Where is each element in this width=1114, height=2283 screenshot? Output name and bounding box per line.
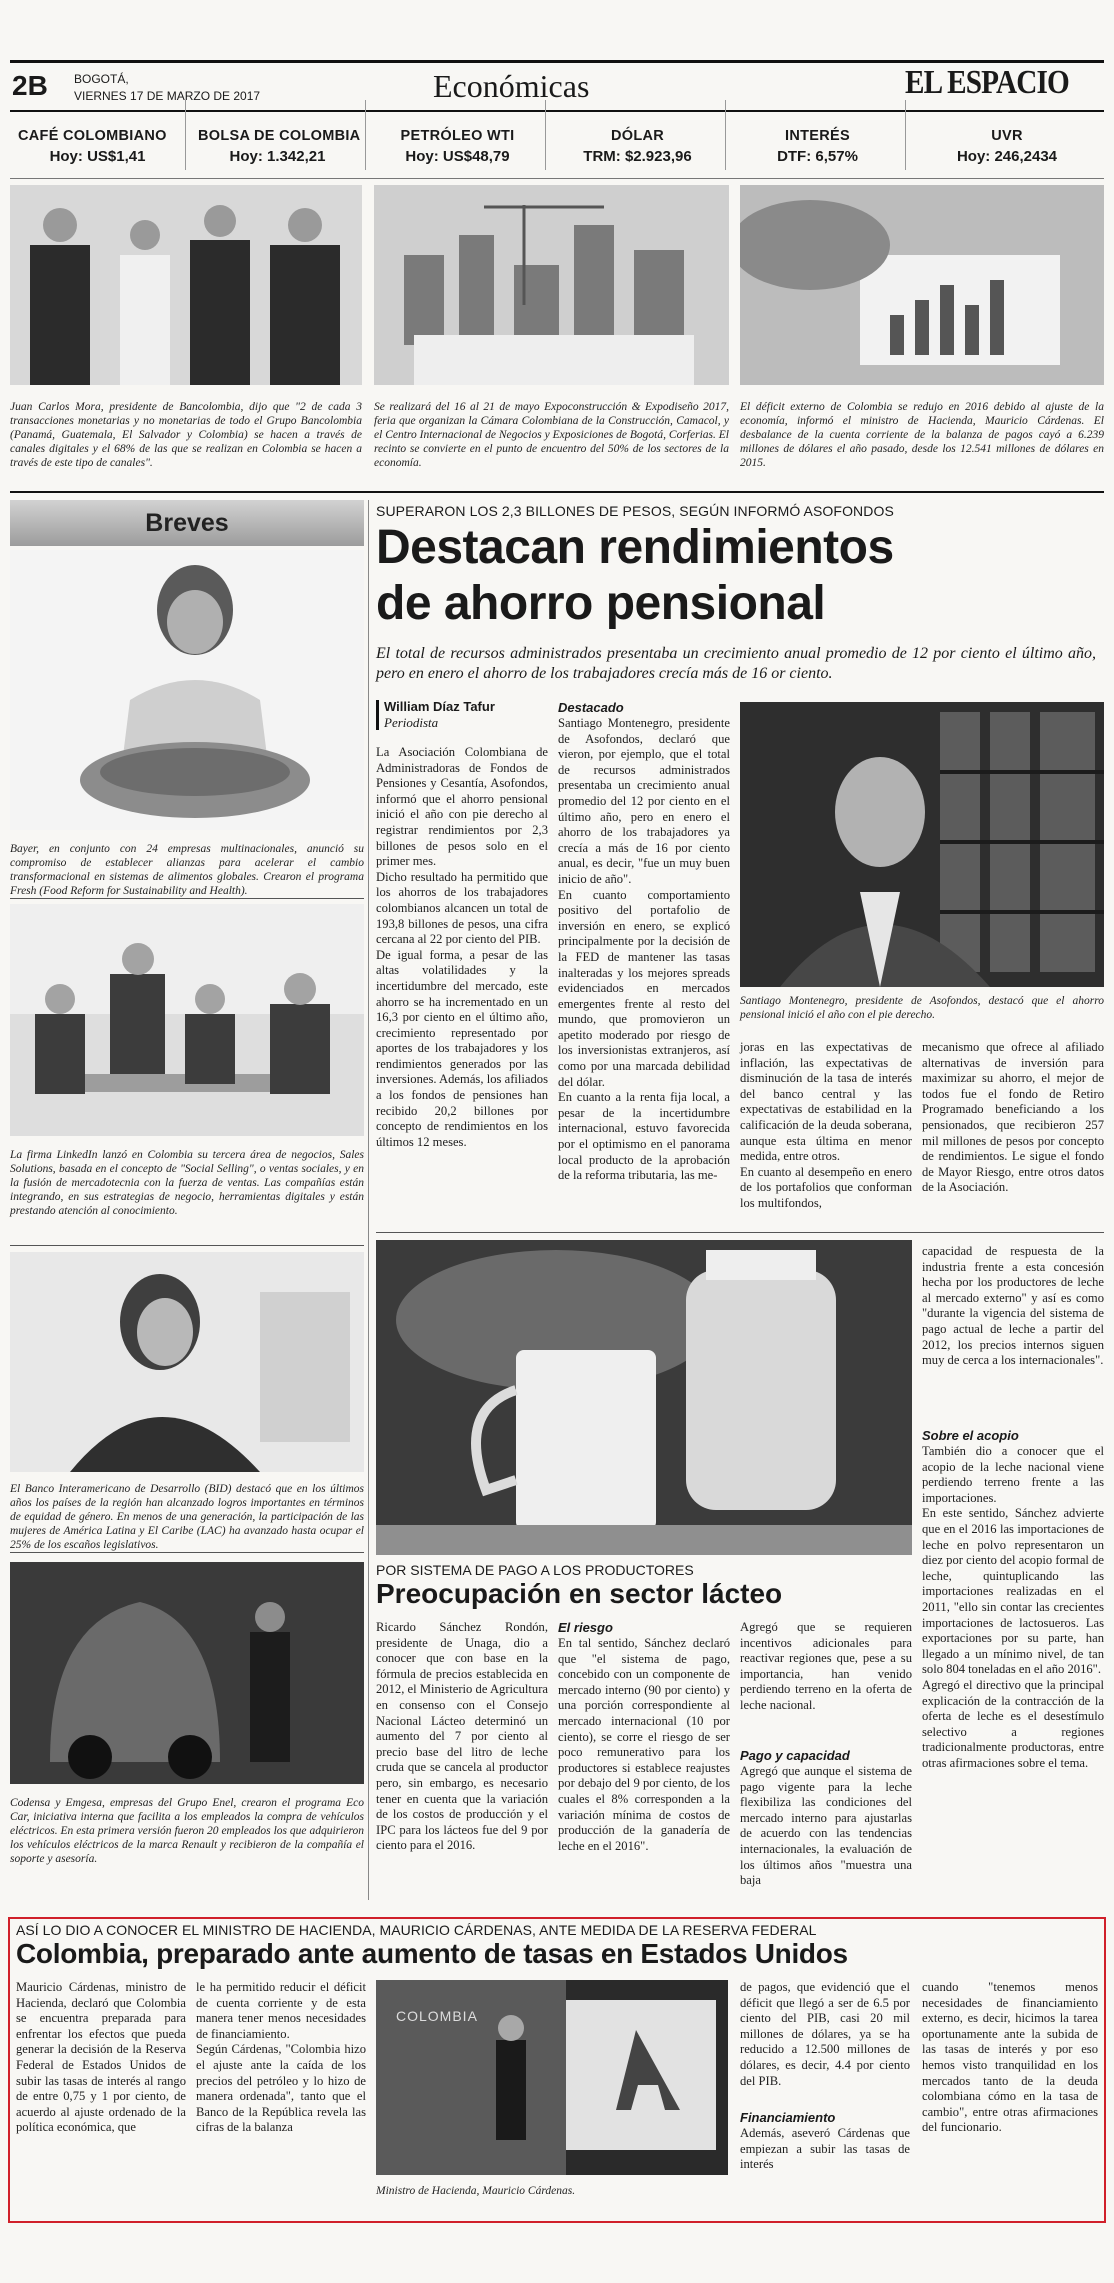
rates-col-1: Mauricio Cárdenas, ministro de Hacienda, declaró que Colombia se encuentra preparada para enfrentar los efectos que pueda generar la decisión de la Reserva Federal de Estados Unidos de subir las tasas de interés al rango de entre 0,75 y 1 por ciento, de acuerdo al ajuste ordenado de la política económica, que [16, 1980, 186, 2135]
pension-title-1: Destacan rendimientos [376, 521, 894, 574]
ticker-name: CAFÉ COLOMBIANO [18, 128, 167, 144]
pension-col-4: mecanismo que ofrece al afiliado alternativas de inversión para maximizar su ahorro, el mejor de todos fue el fondo de Retiro Programado beneficiando a los pensionados, que recibieron 257 mil millones de pesos por concepto de rendimientos. Le sigue el fondo de Mayor Riesgo, entre otros datos de la Asociación. [922, 1040, 1104, 1195]
photo-milk [376, 1240, 912, 1555]
ticker-name: INTERÉS [785, 128, 850, 144]
pension-role: Periodista [384, 715, 439, 730]
photo-ecocar [10, 1562, 364, 1784]
byline-bar [376, 700, 379, 730]
ticker-name: DÓLAR [610, 128, 665, 144]
ticker-value: Hoy: US$48,79 [405, 148, 510, 165]
caption-montenegro: Santiago Montenegro, presidente de Asofondos, destacó que el ahorro pensional inició el año con el pie derecho. [740, 995, 1104, 1021]
breves-title: Breves [145, 508, 229, 537]
rates-kicker: ASÍ LO DIO A CONOCER EL MINISTRO DE HACIENDA, MAURICIO CÁRDENAS, ANTE MEDIDA DE LA RESERVA FEDERAL [16, 1922, 817, 1938]
pension-col-3: joras en las expectativas de inflación, las expectativas de disminución de la tasa de interés del banco central y las expectativas de estabilidad en la calificación de la deuda soberana, aunque esta última en menor medida, entre otros. En cuanto al desempeño en enero de los portafolios que conforman los multifondos, [740, 1040, 912, 1210]
ticker-uvr [910, 100, 1104, 170]
dairy-col-1: Ricardo Sánchez Rondón, presidente de Unaga, dio a conocer que con base en la fórmula de precios establecida en 2012, el Ministerio de Agricultura en consenso con el Consejo Nacional Lácteo determinó un aumento del 7 por ciento al precio base del litro de leche cruda que se cancela al productor pero, sin embargo, es necesario tener en cuenta que la variación de los costos de producción y el IPC para los lácteos fue del 9 por ciento para el 2016. [376, 1620, 548, 1853]
photo-bayer [10, 550, 364, 830]
caption-construction: Se realizará del 16 al 21 de mayo Expoconstrucción & Expodiseño 2017, feria que organizan la Cámara Colombiana de la Construcción, Camacol, y el Centro Internacional de Negocios y Exposiciones de Bogotá, Corferias. El recinto se convierte en el punto de encuentro del 50% de los sectores de la economía. [374, 401, 729, 469]
breve-rule [10, 1245, 364, 1246]
ticker-petroleo [370, 100, 546, 170]
dairy-title: Preocupación en sector lácteo [376, 1578, 783, 1609]
pension-deck: El total de recursos administrados presentaba un crecimiento anual promedio de 12 por ciento el último año, pero en enero el ahorro de los trabajadores crecía más de 16 or ciento. [376, 645, 1096, 682]
top-rule [10, 60, 1104, 63]
breve-ecocar: Codensa y Emgesa, empresas del Grupo Enel, crearon el programa Eco Car, iniciativa interna que facilita a los empleados la compra de vehículos eléctricos. En esta primera versión fueron 20 empleados los que adquirieron los vehículos eléctricos de la marca Renault y recibieron de la compañía el soporte y asesoría. [10, 1797, 364, 1865]
rates-col-3b: Además, aseveró Cárdenas que empiezan a subir las tasas de interés [740, 2126, 910, 2172]
ticker-value: Hoy: 1.342,21 [229, 148, 326, 165]
header-city: BOGOTÁ, [74, 72, 129, 86]
ticker-value: TRM: $2.923,96 [583, 148, 692, 165]
photo-montenegro [740, 702, 1104, 987]
header-date: VIERNES 17 DE MARZO DE 2017 [74, 89, 261, 103]
top-section-rule [10, 491, 1104, 493]
pension-col-2: Santiago Montenegro, presidente de Asofondos, declaró que vieron, por ejemplo, que el total de recursos administrados presentaba un crecimiento anual promedio del 12 por ciento en el último año, pero en enero el ahorro de los trabajadores ya crecía a más de 16 por ciento anual, es decir, "fue un muy buen inicio de año". En cuanto comportamiento positivo del portafolio de inversión en enero, se explicó principalmente por la decisión de la FED de mantener las tasas inalteradas y los mejores spreads evidenciados en mercados emergentes frente al resto del mundo, que promovieron un apetito moderado por riesgo de los inversionistas extranjeros, así como por una marcada debilidad del dólar. En cuanto a la renta fija local, a pesar de la incertidumbre internacional, estuvo favorecida por el optimismo en el panorama local producto de la aprobación de la reforma tributaria, las me- [558, 716, 730, 1183]
caption-cardenas: Ministro de Hacienda, Mauricio Cárdenas. [376, 2185, 576, 2197]
pension-title-2: de ahorro pensional [376, 577, 826, 630]
pension-subhead: Destacado [558, 700, 624, 715]
dairy-col-2: En tal sentido, Sánchez declaró que "el sistema de pago, concebido con un componente de mercado interno (90 por ciento) y una porción correspondiente al mercado internacional (10 por ciento), se corre el riesgo de ser poco remunerativo para los productores si establece reajustes por debajo del 9 por ciento, de los cuales el 8% corresponden a la variación mínima de costos de producción de la ganadería de leche en el 2016". [558, 1636, 730, 1853]
ticker-name: BOLSA DE COLOMBIA [198, 128, 361, 144]
caption-deficit: El déficit externo de Colombia se redujo en 2016 debido al ajuste de la economía, informó el ministro de Hacienda, Mauricio Cárdenas. El desbalance de la cuenta corriente de la balanza de pagos cayó a 6.239 millones de dólares el año pasado, desde los 12.541 millones de dólares en 2015. [740, 401, 1104, 469]
rates-col-2: le ha permitido reducir el déficit de cuenta corriente y de esta manera tener menos necesidades de financiamiento. Según Cárdenas, "Colombia hizo el ajuste ante la caída de los precios del petróleo y lo hizo de manera ordenada", tanto que el Banco de la República revela las cifras de la balanza [196, 1980, 366, 2135]
breve-linkedin: La firma LinkedIn lanzó en Colombia su tercera área de negocios, Sales Solutions, basada en el concepto de "Social Selling", o ventas sociales, y en la fusión de mercadotecnia con la fuerza de ventas. Las compañías están integrando, en sus estrategias de negocio, herramientas digitales y están prestando atención al conocimiento. [10, 1149, 364, 1217]
dairy-col-3a: Agregó que se requieren incentivos adicionales para reactivar regiones que, pese a su importancia, han venido perdiendo terreno en la oferta de leche nacional. [740, 1620, 912, 1712]
photo-linkedin [10, 904, 364, 1136]
dairy-col-3b: Agregó que aunque el sistema de pago vigente para la leche flexibiliza las condiciones del mercado interno para ajustarlas de acuerdo con las tendencias internacionales, la evaluación de los últimos años "muestra una baja [740, 1764, 912, 1888]
ticker-rule [10, 178, 1104, 179]
dairy-subhead-pago: Pago y capacidad [740, 1748, 850, 1763]
photo-cardenas [376, 1980, 728, 2175]
ticker-dolar [550, 100, 726, 170]
rates-subhead: Financiamiento [740, 2110, 836, 2125]
pension-col-1: La Asociación Colombiana de Administradoras de Fondos de Pensiones y Cesantía, Asofondos, informó que el ahorro pensional inició el año con pie derecho al registrar rendimientos por 2,3 billones de pesos solo en el primer mes. Dicho resultado ha permitido que los ahorros de los trabajadores colombianos alcancen un total de 193,8 billones de pesos, una cifra cercana al 22 por ciento del PIB. De igual forma, a pesar de las altas volatilidades y la incertidumbre del mercado, este ahorro se ha incrementado en un 16,3 por ciento en el último año, crecimiento representado por aportes de los trabajadores y los rendimientos generados por las inversiones. Además, los afiliados a los fondos de pensiones han recibido 20,2 billones por concepto de rendimientos en los últimos 12 meses. [376, 745, 548, 1149]
dairy-col-4b: También dio a conocer que el acopio de la leche nacional viene perdiendo terreno frente a las importaciones. En este sentido, Sánchez advierte que en el 2016 las importaciones de leche en polvo representaron un diez por ciento del acopio formal de leche, quintuplicando las importaciones realizadas en el 2011, "ello sin contar las crecientes importaciones de lactosueros. Las exportaciones por su parte, han llegado a un mínimo nivel, de tan solo 804 toneladas en el año 2016". Agregó el directivo que la principal explicación de la contracción de la oferta de leche es el desestímulo selectivo a regiones tradicionalmente productoras, entre otras afirmaciones sobre el tema. [922, 1444, 1104, 1770]
brand-logo: EL ESPACIO [905, 64, 1069, 101]
dairy-subhead-riesgo: El riesgo [558, 1620, 613, 1635]
breve-bid: El Banco Interamericano de Desarrollo (BID) destacó que en los últimos años los países de la región han alcanzado logros importantes en términos de equidad de género. En menos de una generación, la participación de las mujeres de América Latina y El Caribe (LAC) ha avanzado hasta ocupar el 25% de los escaños legislativos. [10, 1483, 364, 1551]
caption-bancolombia: Juan Carlos Mora, presidente de Bancolombia, dijo que "2 de cada 3 transacciones monetarias y no monetarias de todo el Grupo Bancolombia (Panamá, Guatemala, El Salvador y Colombia) se hacen a través de canales digitales y el 68% de las que se realizan en Colombia se hacen a través de este tipo de canales". [10, 401, 362, 469]
ticker-bolsa [190, 100, 366, 170]
ticker-cafe [10, 100, 186, 170]
photo-construction [374, 185, 729, 385]
ticker-value: Hoy: US$1,41 [49, 148, 146, 165]
dairy-subhead-acopio: Sobre el acopio [922, 1428, 1019, 1443]
page-number: 2B [12, 70, 48, 101]
dairy-kicker: POR SISTEMA DE PAGO A LOS PRODUCTORES [376, 1562, 694, 1578]
breve-rule [10, 1552, 364, 1553]
ticker-interes [730, 100, 906, 170]
photo-bancolombia [10, 185, 362, 385]
ticker-value: DTF: 6,57% [777, 148, 858, 165]
breve-bayer: Bayer, en conjunto con 24 empresas multinacionales, anunció su compromiso de establecer alianzas para acelerar el cambio transformacional en sistemas de alimentos globales. Crearon el programa Fresh (Food Reform for Sustainability and Health). [10, 843, 364, 897]
pension-kicker: SUPERARON LOS 2,3 BILLONES DE PESOS, SEGÚN INFORMÓ ASOFONDOS [376, 503, 894, 519]
breves-banner [10, 500, 364, 546]
photo-graph-hands [740, 185, 1104, 385]
section-title: Económicas [433, 68, 590, 104]
ticker-name: PETRÓLEO WTI [400, 128, 515, 144]
breve-rule [10, 898, 364, 899]
rates-title: Colombia, preparado ante aumento de tasas en Estados Unidos [16, 1938, 848, 1969]
pension-author: William Díaz Tafur [384, 699, 495, 714]
ticker-value: Hoy: 246,2434 [956, 148, 1058, 165]
rates-col-3a: de pagos, que evidenció que el déficit que llegó a ser de 6.5 por ciento del PIB, casi 20 mil millones de dólares, ya se ha reducido a 12.500 millones de dólares, es decir, 4.4 por ciento del PIB. [740, 1980, 910, 2088]
ticker-name: UVR [991, 128, 1023, 144]
photo-bid [10, 1252, 364, 1472]
rates-col-4: cuando "tenemos menos necesidades de financiamiento externo, es decir, hicimos la tarea oportunamente ante la subida de las tasas de interés y por eso hemos visto tranquilidad en los mercados tanto de la deuda colombiana cómo en la tasa de cambio", entre otras afirmaciones del funcionario. [922, 1980, 1098, 2135]
photo-text-colombia: COLOMBIA [396, 2008, 478, 2024]
pension-bottom-rule [376, 1232, 1104, 1233]
dairy-col-4a: capacidad de respuesta de la industria frente a esta concesión hecha por los productores de leche al mercado externo" y así es como "durante la vigencia del sistema de pago actual de leche a partir del 2012, los precios internos siguen muy de cerca a los internacionales". [922, 1244, 1104, 1368]
sidebar-divider [368, 500, 369, 1900]
